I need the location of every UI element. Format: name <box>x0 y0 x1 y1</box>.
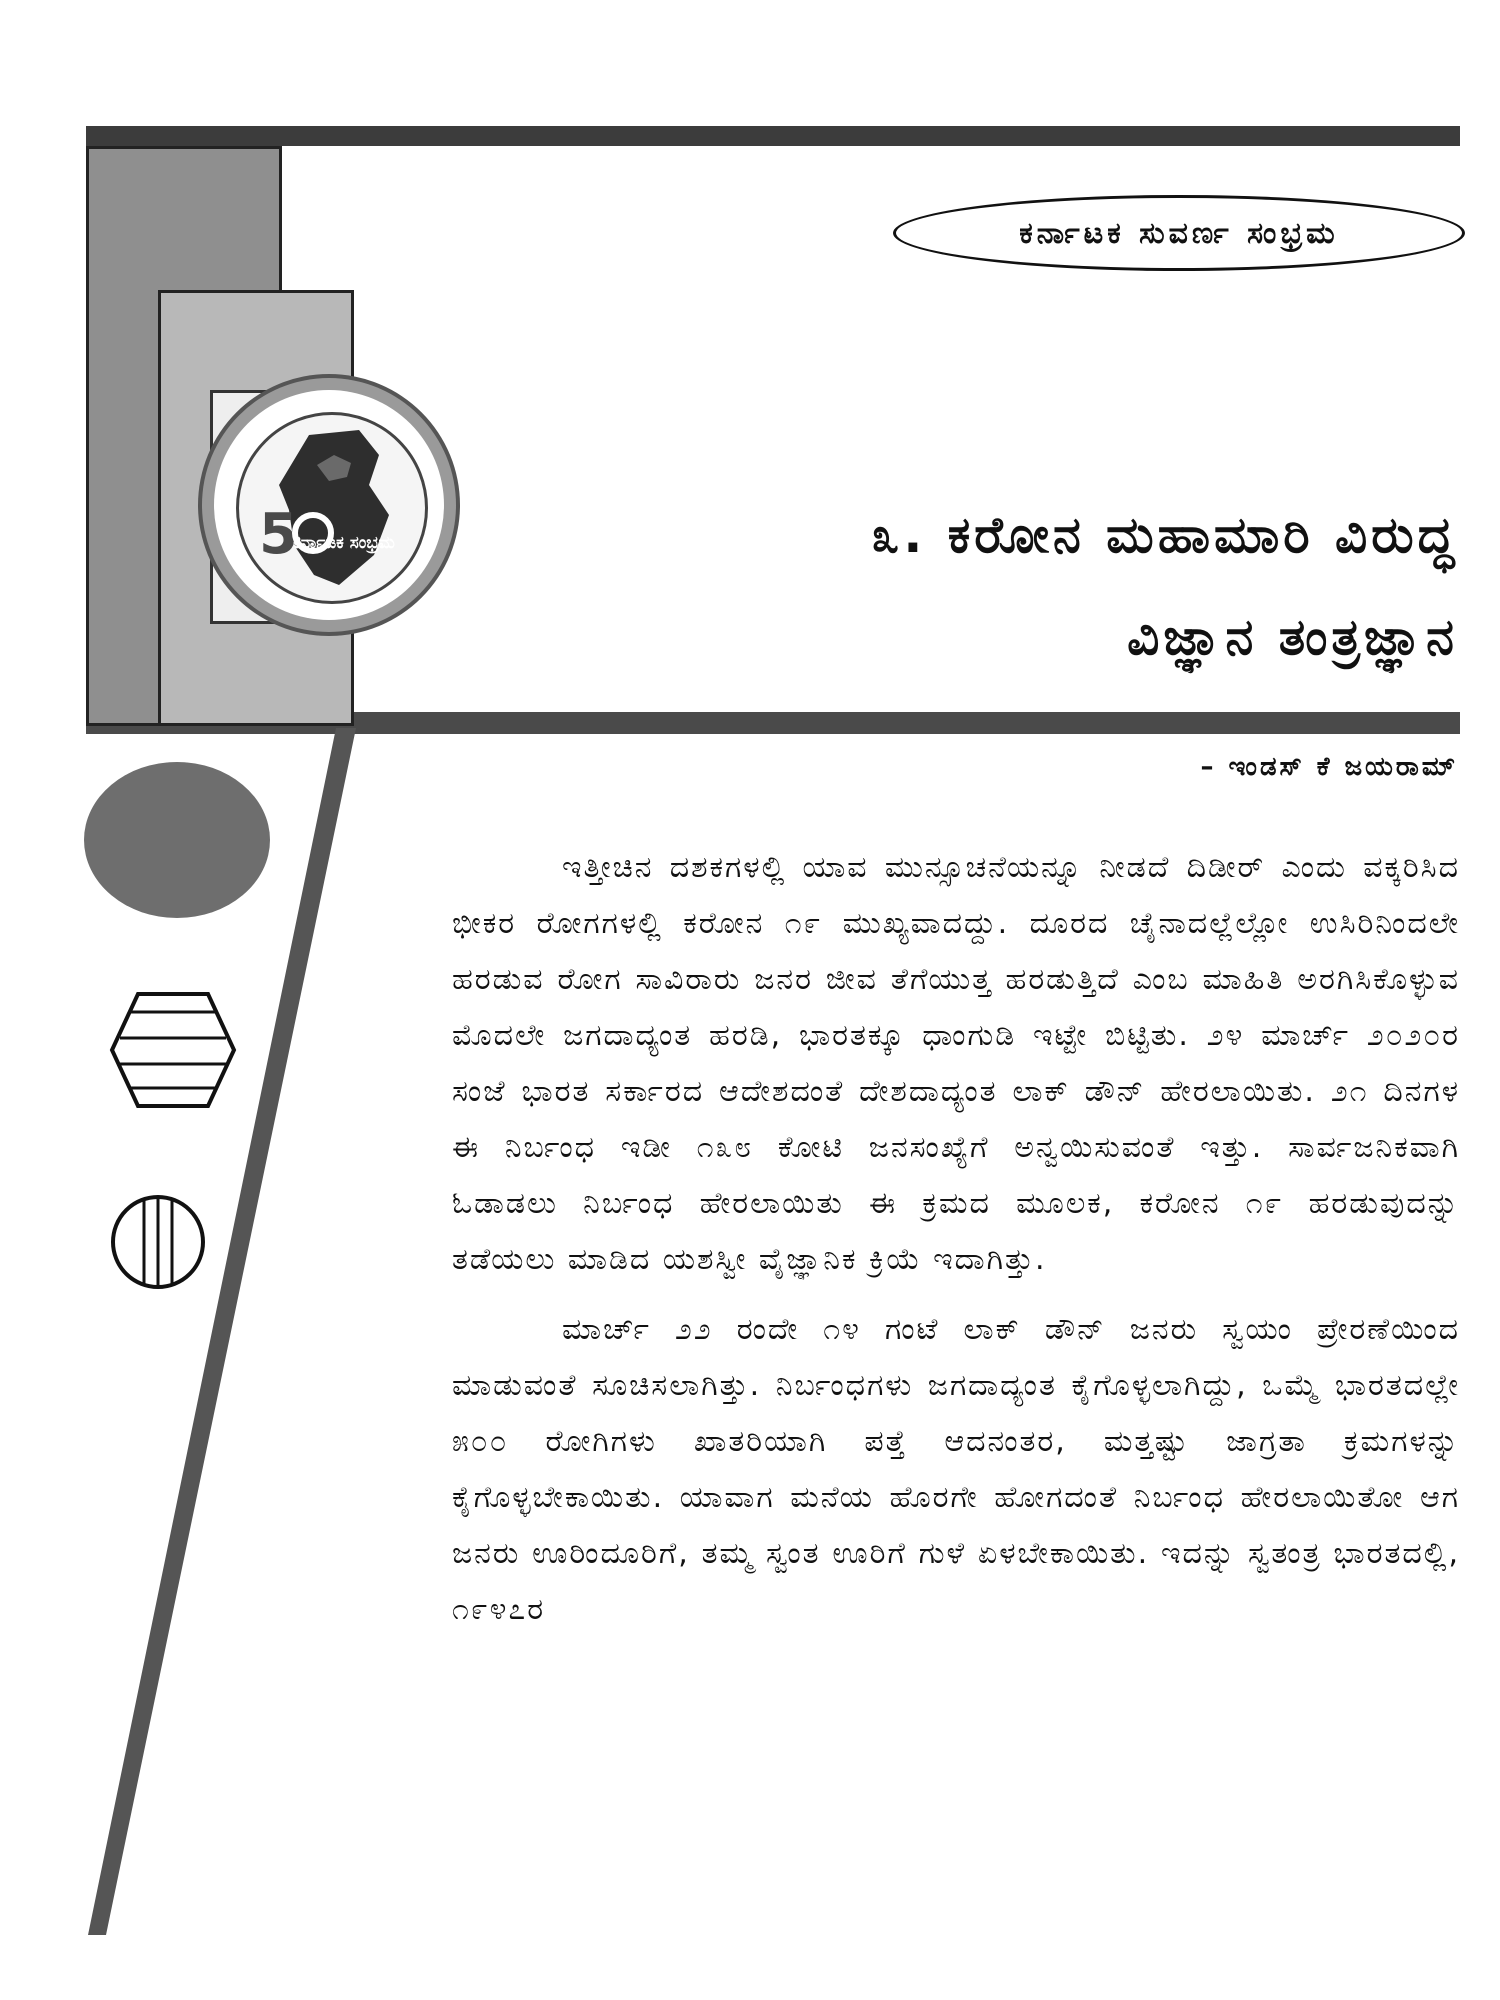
article-body <box>452 840 1460 1652</box>
paragraph-1: ಇತ್ತೀಚಿನ ದಶಕಗಳಲ್ಲಿ ಯಾವ ಮುನ್ಸೂಚನೆಯನ್ನೂ ನೀಡದೆ ದಿಡೀರ್ ಎಂದು ವಕ್ಕರಿಸಿದ ಭೀಕರ ರೋಗಗಳಲ್ಲಿ ಕರೋನ ೧೯ ಮುಖ್ಯವಾದದ್ದು. ದೂರದ ಚೈನಾದಲ್ಲೆಲ್ಲೋ ಉಸಿರಿನಿಂದಲೇ ಹರಡುವ ರೋಗ ಸಾವಿರಾರು ಜನರ ಜೀವ ತೆಗೆಯುತ್ತ ಹರಡುತ್ತಿದೆ ಎಂಬ ಮಾಹಿತಿ ಅರಗಿಸಿಕೊಳ್ಳುವ ಮೊದಲೇ ಜಗದಾದ್ಯಂತ ಹರಡಿ, ಭಾರತಕ್ಕೂ ಧಾಂಗುಡಿ ಇಟ್ಟೇ ಬಿಟ್ಟಿತು. ೨೪ ಮಾರ್ಚ್ ೨೦೨೦ರ ಸಂಜೆ ಭಾರತ ಸರ್ಕಾರದ ಆದೇಶದಂತೆ ದೇಶದಾದ್ಯಂತ ಲಾಕ್ ಡೌನ್ ಹೇರಲಾಯಿತು. ೨೧ ದಿನಗಳ ಈ ನಿರ್ಬಂಧ ಇಡೀ ೧೩೮ ಕೋಟಿ ಜನಸಂಖ್ಯೆಗೆ ಅನ್ವಯಿಸುವಂತೆ ಇತ್ತು. ಸಾರ್ವಜನಿಕವಾಗಿ ಓಡಾಡಲು ನಿರ್ಬಂಧ ಹೇರಲಾಯಿತು ಈ ಕ್ರಮದ ಮೂಲಕ, ಕರೋನ ೧೯ ಹರಡುವುದನ್ನು ತಡೆಯಲು ಮಾಡಿದ ಯಶಸ್ವೀ ವೈಜ್ಞಾನಿಕ ಕ್ರಿಯೆ ಇದಾಗಿತ್ತು. <box>452 850 1460 1277</box>
paragraph-2: ಮಾರ್ಚ್ ೨೨ ರಂದೇ ೧೪ ಗಂಟೆ ಲಾಕ್ ಡೌನ್ ಜನರು ಸ್ವಯಂ ಪ್ರೇರಣೆಯಿಂದ ಮಾಡುವಂತೆ ಸೂಚಿಸಲಾಗಿತ್ತು. ನಿರ್ಬಂಧಗಳು ಜಗದಾದ್ಯಂತ ಕೈಗೊಳ್ಳಲಾಗಿದ್ದು, ಒಮ್ಮೆ ಭಾರತದಲ್ಲೇ ೫೦೦ ರೋಗಿಗಳು ಖಾತರಿಯಾಗಿ ಪತ್ತೆ ಆದನಂತರ, ಮತ್ತಷ್ಟು ಜಾಗ್ರತಾ ಕ್ರಮಗಳನ್ನು ಕೈಗೊಳ್ಳಬೇಕಾಯಿತು. ಯಾವಾಗ ಮನೆಯ ಹೊರಗೇ ಹೋಗದಂತೆ ನಿರ್ಬಂಧ ಹೇರಲಾಯಿತೋ ಆಗ ಜನರು ಊರಿಂದೂರಿಗೆ, ತಮ್ಮ ಸ್ವಂತ ಊರಿಗೆ ಗುಳೆ ಏಳಬೇಕಾಯಿತು. ಇದನ್ನು ಸ್ವತಂತ್ರ ಭಾರತದಲ್ಲಿ, ೧೯೪೭ರ <box>452 1312 1460 1627</box>
seal-caption: ಕರ್ನಾಟಕ ಸಂಭ್ರಮ <box>293 533 395 553</box>
author-byline: – ಇಂಡಸ್ ಕೆ ಜಯರಾಮ್ <box>1200 752 1458 782</box>
svg-text:5: 5 <box>259 502 298 567</box>
chapter-title-line-1: ೩. ಕರೋನ ಮಹಾಮಾರಿ ವಿರುದ್ಧ <box>871 506 1458 564</box>
chapter-title-line-2: ವಿಜ್ಞಾನ ತಂತ್ರಜ್ಞಾನ <box>1127 608 1458 666</box>
karnataka-suvarna-badge: ಕರ್ನಾಟಕ ಸುವರ್ಣ ಸಂಭ್ರಮ <box>893 195 1465 271</box>
